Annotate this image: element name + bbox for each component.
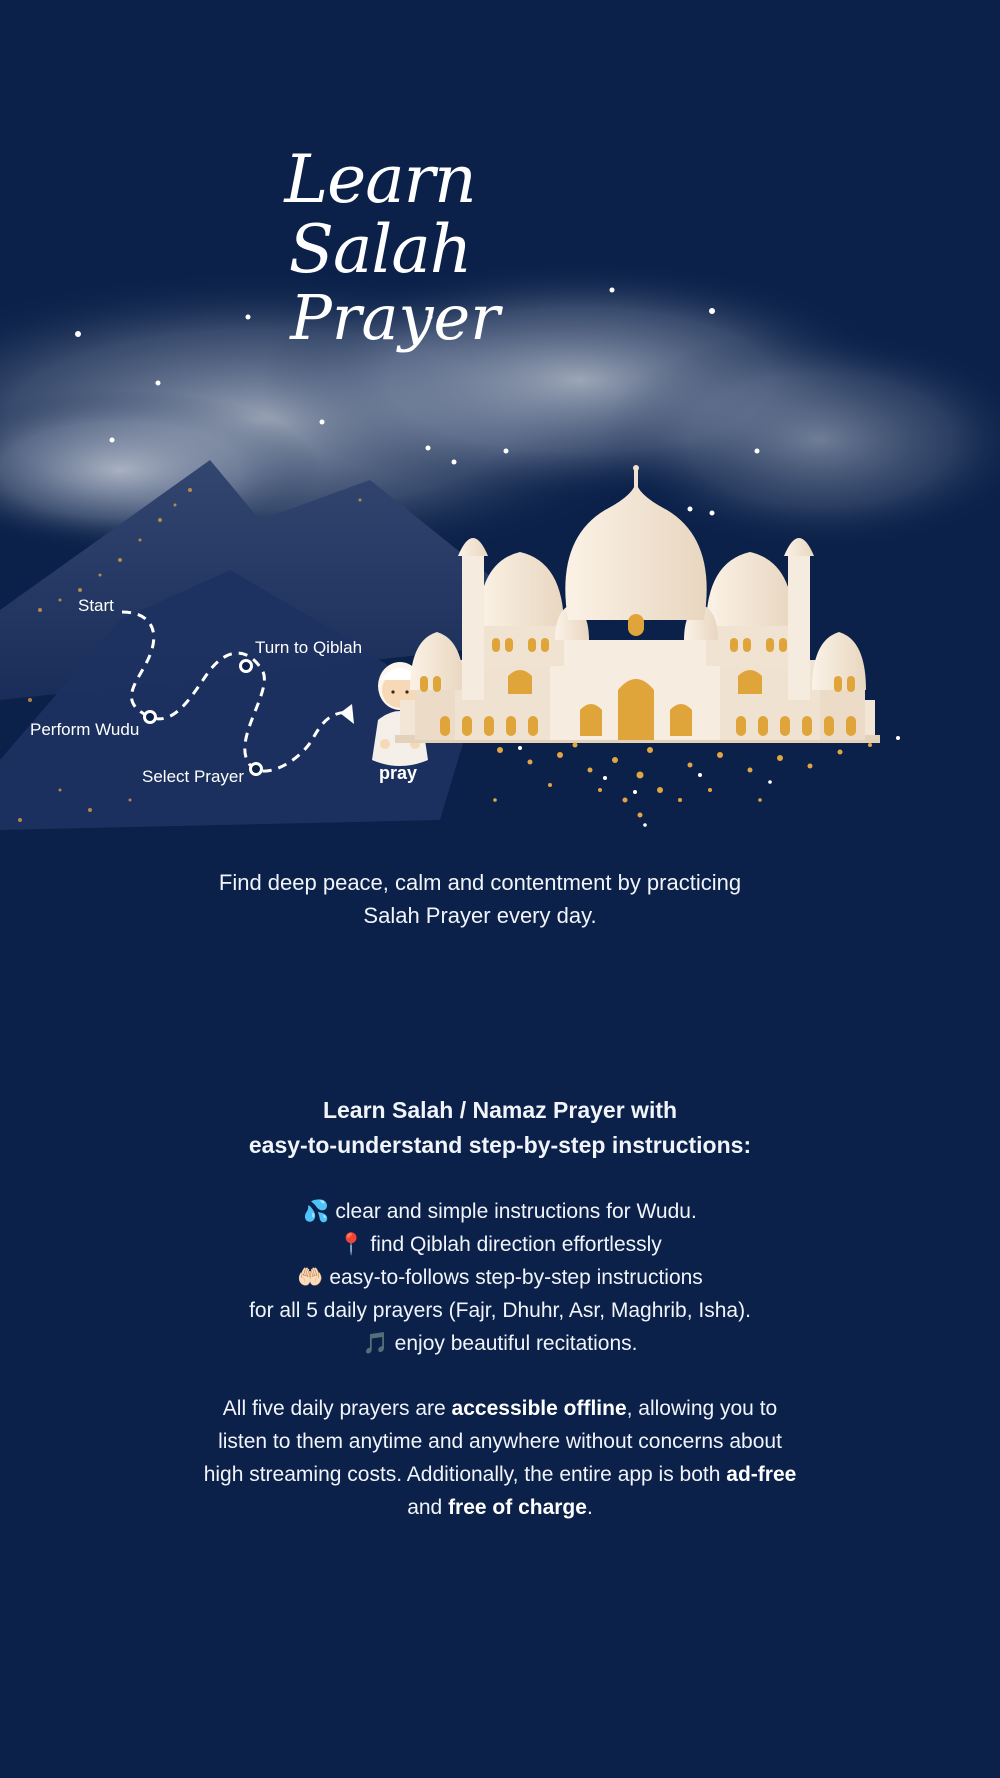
step-pray-label: pray [378, 763, 418, 783]
offline-bold-free: free of charge [448, 1496, 587, 1519]
list-item [150, 1327, 850, 1360]
step-start-label: Start [78, 596, 114, 615]
offline-text: All five daily prayers are [222, 1397, 452, 1420]
tagline [150, 866, 810, 932]
hero-illustration [0, 0, 1000, 860]
mosque-scene-illustration [0, 0, 1000, 860]
features-list [150, 1195, 850, 1360]
features-heading-line-1: Learn Salah / Namaz Prayer with [322, 1097, 678, 1123]
list-item [150, 1195, 850, 1228]
step-wudu-label: Perform Wudu [30, 720, 140, 739]
offline-text: and [407, 1496, 449, 1519]
title-line-1: Learn Salah [284, 141, 476, 288]
features-heading [150, 1093, 850, 1163]
features-section [150, 1093, 850, 1524]
list-item-text: easy-to-follows step-by-step instructions [329, 1266, 703, 1289]
offline-paragraph [200, 1392, 800, 1524]
water-drops-icon: 💦 [303, 1200, 330, 1223]
step-select-prayer-label: Select Prayer [142, 767, 245, 786]
offline-text: . [586, 1496, 593, 1519]
app-title-logo [225, 141, 535, 354]
list-item-text: find Qiblah direction effortlessly [370, 1233, 662, 1256]
offline-bold-accessible: accessible offline [451, 1397, 627, 1420]
palms-up-icon: 🤲🏻 [297, 1266, 324, 1289]
title-line-2: Prayer [290, 281, 500, 354]
offline-bold-adfree: ad-free [726, 1463, 797, 1486]
list-item-text: clear and simple instructions for Wudu. [335, 1200, 697, 1223]
pin-icon: 📍 [338, 1233, 365, 1256]
music-note-icon: 🎵 [362, 1332, 389, 1355]
list-item-text: for all 5 daily prayers (Fajr, Dhuhr, Asr, Maghrib, Isha). [249, 1299, 751, 1322]
list-item [150, 1294, 850, 1327]
step-qiblah-label: Turn to Qiblah [255, 638, 363, 657]
list-item-text: enjoy beautiful recitations. [394, 1332, 638, 1355]
tagline-line-1: Find deep peace, calm and contentment by practicing [218, 870, 742, 895]
features-heading-line-2: easy-to-understand step-by-step instructions: [248, 1132, 752, 1158]
tagline-line-2: Salah Prayer every day. [363, 903, 597, 928]
list-item [150, 1261, 850, 1294]
list-item [150, 1228, 850, 1261]
offline-text: , allowing you to listen to them anytime and anywhere without concerns about high streaming costs. Additionally, the entire app is both [203, 1397, 782, 1486]
